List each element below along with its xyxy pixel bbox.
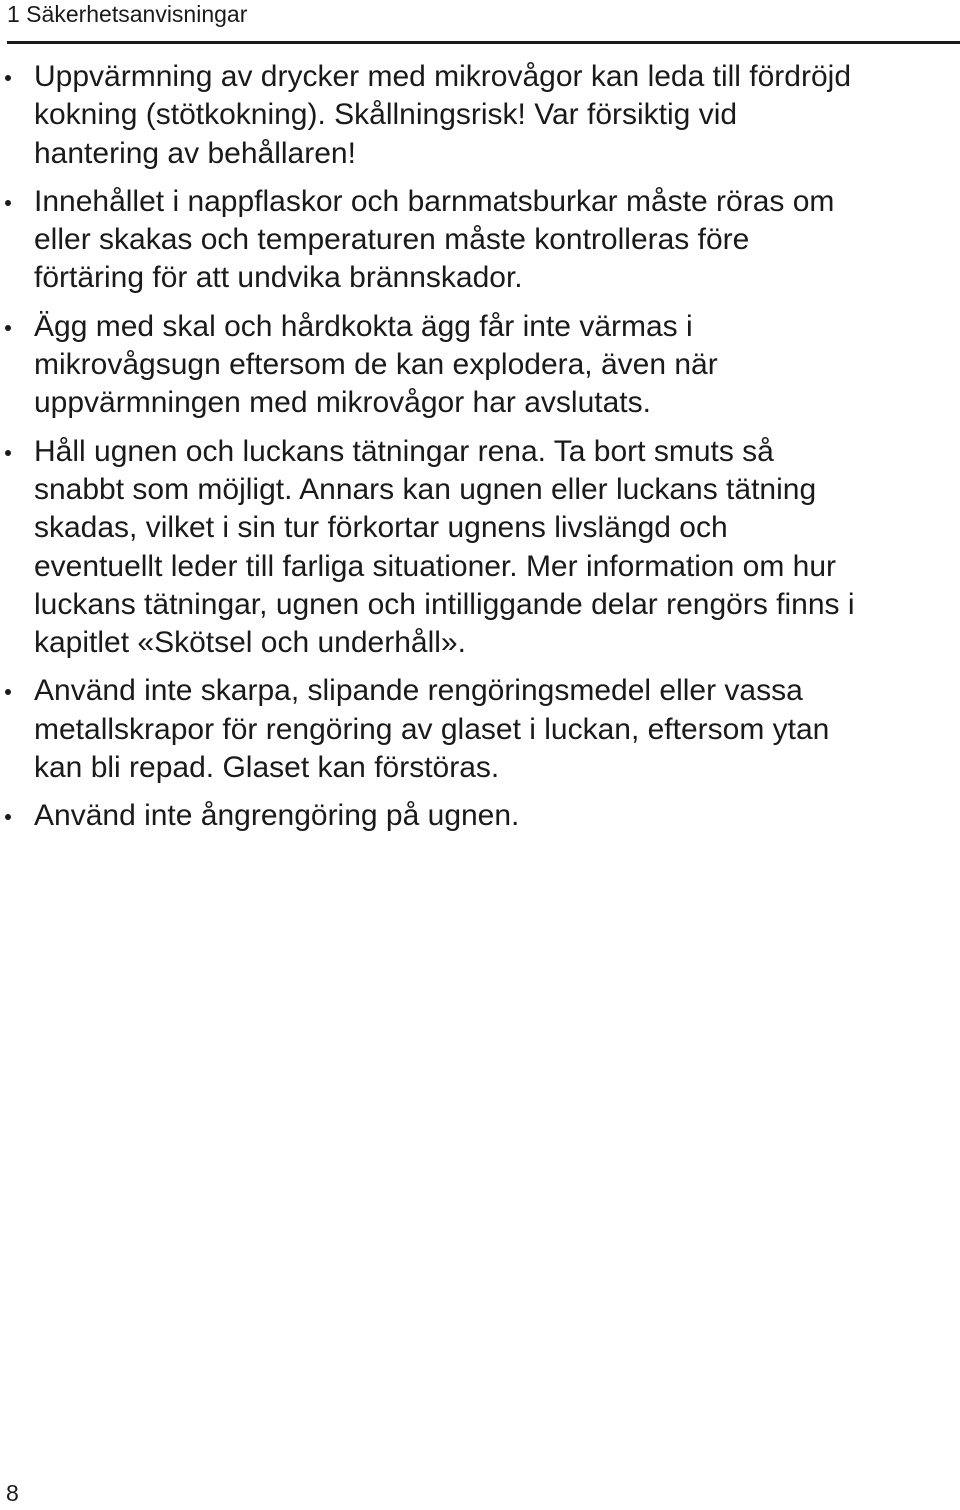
bullet-text-line: kan bli repad. Glaset kan förstöras. bbox=[34, 751, 500, 785]
safety-bullet-list bbox=[0, 58, 960, 846]
bullet-text-line: uppvärmningen med mikrovågor har avslutats. bbox=[34, 386, 651, 420]
bullet-text-line: hantering av behållaren! bbox=[34, 136, 356, 170]
bullet-text-line: Innehållet i nappflaskor och barnmatsburkar måste röras om bbox=[34, 184, 835, 218]
bullet-icon bbox=[5, 75, 11, 81]
bullet-text-line: skadas, vilket i sin tur förkortar ugnens livslängd och bbox=[34, 511, 728, 545]
bullet-text-line: snabbt som möjligt. Annars kan ugnen eller luckans tätning bbox=[34, 472, 817, 506]
bullet-text-line: luckans tätningar, ugnen och intilliggande delar rengörs finns i bbox=[34, 587, 855, 621]
bullet-text-line: Uppvärmning av drycker med mikrovågor kan leda till fördröjd bbox=[34, 60, 852, 93]
bullet-item bbox=[0, 58, 960, 173]
bullet-text-line: metallskrapor för rengöring av glaset i luckan, eftersom ytan bbox=[34, 712, 830, 746]
bullet-text-line: kapitlet «Skötsel och underhåll». bbox=[34, 626, 466, 660]
page-header bbox=[7, 0, 960, 30]
bullet-icon bbox=[5, 689, 11, 695]
page-number: 8 bbox=[6, 1480, 19, 1506]
bullet-text-line: Använd inte skarpa, slipande rengöringsmedel eller vassa bbox=[34, 674, 803, 708]
section-title: 1 Säkerhetsanvisningar bbox=[7, 1, 248, 27]
header-divider bbox=[7, 41, 960, 44]
bullet-text-line: mikrovågsugn eftersom de kan explodera, även när bbox=[34, 348, 718, 382]
bullet-icon bbox=[5, 450, 11, 456]
bullet-icon bbox=[5, 814, 11, 820]
bullet-item bbox=[0, 308, 960, 423]
bullet-text-line: eventuellt leder till farliga situationer. Mer information om hur bbox=[34, 549, 837, 583]
bullet-text-line: kokning (stötkokning). Skållningsrisk! Var försiktig vid bbox=[34, 98, 738, 132]
bullet-item bbox=[0, 672, 960, 787]
bullet-item bbox=[0, 433, 960, 663]
bullet-text-line: förtäring för att undvika brännskador. bbox=[34, 261, 523, 295]
bullet-text-line: Håll ugnen och luckans tätningar rena. Ta bort smuts så bbox=[34, 434, 774, 468]
bullet-icon bbox=[5, 325, 11, 331]
bullet-item bbox=[0, 797, 960, 835]
bullet-text-line: Använd inte ångrengöring på ugnen. bbox=[34, 799, 520, 833]
bullet-item bbox=[0, 183, 960, 298]
bullet-text-line: Ägg med skal och hårdkokta ägg får inte värmas i bbox=[34, 309, 693, 343]
bullet-icon bbox=[5, 200, 11, 206]
bullet-text-line: eller skakas och temperaturen måste kontrolleras före bbox=[34, 223, 750, 257]
